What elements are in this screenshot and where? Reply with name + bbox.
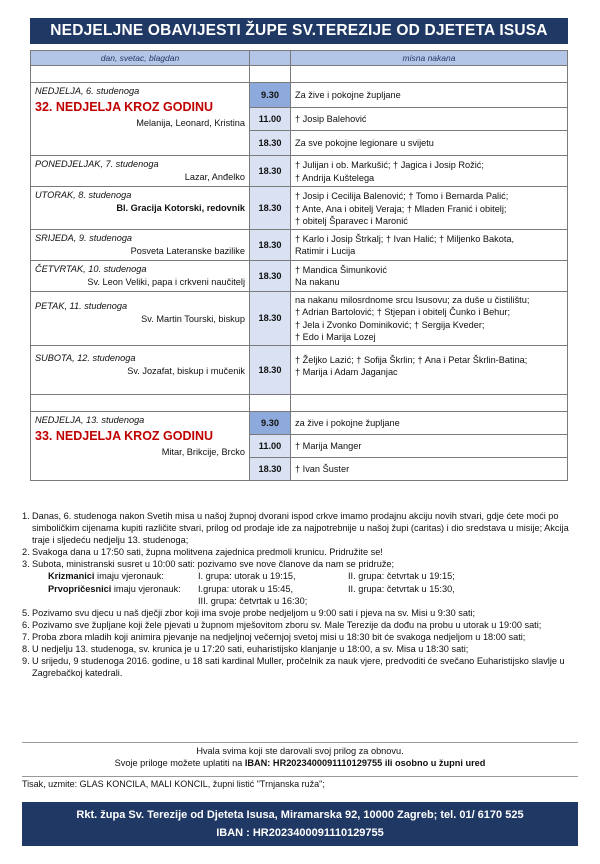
page-title: NEDJELJNE OBAVIJESTI ŽUPE SV.TEREZIJE OD DJETETA ISUSA bbox=[30, 18, 568, 44]
group-label-rest: imaju vjeronauk: bbox=[111, 583, 181, 594]
list-item: 7. Proba zbora mladih koji animira pjevanje na nedjeljnoj večernjoj svetoj misi u 18:30 bit će svakoga nedjeljom u 18:00 sati; bbox=[22, 631, 578, 643]
list-item: 6. Pozivamo sve župljane koji žele pjevati u župnom mješovitom zboru sv. Male Terezije da dođu na probu u utorak u 19:00 sati; bbox=[22, 619, 578, 631]
intention-line: † Josip i Cecilija Balenović; † Tomo i Bernarda Palić; bbox=[295, 191, 509, 201]
mass-time: 11.00 bbox=[250, 434, 291, 457]
note-text: U srijedu, 9 studenoga 2016. godine, u 18 sati kardinal Muller, pročelnik za nauk vjere, predvoditi će svečano Euharistijsko slavlje u Zagrebačkoj katedrali. bbox=[32, 656, 565, 679]
iban-value: HR2023400091110129755 ili osobno u župni ured bbox=[270, 758, 486, 768]
parish-footer bbox=[22, 802, 578, 846]
intention-line: † Željko Lazić; † Sofija Škrlin; † Ana i Petar Škrlin-Batina; bbox=[295, 354, 528, 365]
mass-time: 18.30 bbox=[250, 457, 291, 480]
mass-time: 18.30 bbox=[250, 260, 291, 291]
group-label-rest: imaju vjeronauk: bbox=[94, 571, 164, 582]
mass-time: 18.30 bbox=[250, 345, 291, 394]
day-name: PONEDJELJAK, 7. studenoga bbox=[35, 159, 159, 169]
table-row bbox=[31, 83, 568, 108]
intention-line: † obitelj Šparavec i Maronić bbox=[295, 216, 408, 226]
group-time: I.grupa: utorak u 15:45, bbox=[198, 583, 294, 594]
list-item: 1. Danas, 6. studenoga nakon Svetih misa u našoj župnoj dvorani ispod crkve imamo prodajnu akciju novih stvari, gdje ćete moći po simboličkim cijenama kupiti različite stvari, prilog od prodaje ide za najpotrebnije u našoj župi (caritas) i dio sredstava u misije; Akcija traje i sljedeću nedjelju 13. studenoga; bbox=[22, 510, 578, 546]
day-name: SRIJEDA, 9. studenoga bbox=[35, 232, 133, 243]
day-name: SUBOTA, 12. studenoga bbox=[35, 352, 136, 363]
day-name: NEDJELJA, 6. studenoga bbox=[35, 86, 140, 96]
group-label: Krizmanici bbox=[48, 571, 95, 582]
note-text: Proba zbora mladih koji animira pjevanje na nedjeljnoj večernjoj svetoj misi u 18:30 bit će svakoga nedjeljom u 18:00 sati; bbox=[32, 631, 526, 642]
group-time: I. grupa: utorak u 19:15, bbox=[198, 571, 296, 582]
mass-time: 9.30 bbox=[250, 411, 291, 434]
mass-time: 18.30 bbox=[250, 156, 291, 187]
saint-name: Mitar, Brikcije, Brcko bbox=[161, 446, 245, 457]
header-day: dan, svetac, blagdan bbox=[31, 51, 250, 66]
list-item: 2. Svakoga dana u 17:50 sati, župna molitvena zajednica predmoli krunicu. Pridružite se! bbox=[22, 546, 578, 558]
group-time: II. grupa: četvrtak u 19:15; bbox=[348, 571, 455, 582]
group-time: III. grupa: četvrtak u 16:30; bbox=[198, 595, 308, 606]
header-intention: misna nakana bbox=[291, 51, 568, 66]
intention-line: † Andrija Kuštelega bbox=[295, 172, 375, 183]
donation-section bbox=[22, 742, 578, 769]
list-item: 5. Pozivamo svu djecu u naš dječji zbor koji ima svoje probe nedjeljom u 9:00 sati i pjeva na sv. Misi u 9:30 sati; bbox=[22, 607, 578, 619]
intention-line: † Jela i Zvonko Dominiković; † Sergija Kveder; bbox=[295, 319, 485, 330]
catechism-schedule bbox=[22, 570, 578, 606]
note-text: Pozivamo svu djecu u naš dječji zbor koji ima svoje probe nedjeljom u 9:00 sati i pjeva na sv. Misi u 9:30 sati; bbox=[32, 607, 476, 618]
saint-name: Sv. Leon Veliki, papa i crkveni naučitelj bbox=[87, 276, 245, 287]
list-item: 8. U nedjelju 13. studenoga, sv. krunica je u 17:20 sati, euharistijsko klanjanje u 18:00, a sv. Misa u 18:30 sati; bbox=[22, 643, 578, 655]
footer-iban: IBAN : HR2023400091110129755 bbox=[216, 827, 384, 839]
footer-address: Rkt. župa Sv. Terezije od Djeteta Isusa, Miramarska 92, 10000 Zagreb; tel. 01/ 6170 525 bbox=[76, 809, 524, 821]
saint-name: Lazar, Anđelko bbox=[184, 172, 245, 182]
table-header-row bbox=[31, 51, 568, 66]
intention-line: † Marija i Adam Jaganjac bbox=[295, 367, 398, 377]
note-text: Danas, 6. studenoga nakon Svetih misa u našoj župnoj dvorani ispod crkve imamo prodajnu akciju novih stvari, gdje ćete moći po simboličkim cijenama kupiti različite stvari, prilog od prodaje ide za najpotrebnije u našoj župi (caritas) i dio sredstava u misije; Akcija traje i sljedeću nedjelju 13. studenoga; bbox=[32, 511, 569, 546]
intention-line: † Edo i Marija Lozej bbox=[295, 332, 376, 342]
list-item: 3. Subota, ministranski susret u 10:00 sati: pozivamo sve nove članove da nam se pridruže; bbox=[22, 558, 578, 570]
sunday-title: 32. NEDJELJA KROZ GODINU bbox=[35, 100, 214, 114]
press-line: Tisak, uzmite: GLAS KONCILA, MALI KONCIL, župni listić "Trnjanska ruža"; bbox=[22, 776, 578, 789]
table-row bbox=[31, 345, 568, 394]
intention-line: † Adrian Bartolović; † Stjepan i obitelj Čunko i Behur; bbox=[295, 307, 511, 317]
saint-name: Posveta Lateranske bazilike bbox=[130, 245, 245, 256]
note-text: Subota, ministranski susret u 10:00 sati: pozivamo sve nove članove da nam se pridruže; bbox=[32, 559, 395, 570]
intention-line: Ratimir i Lucija bbox=[295, 246, 356, 256]
intention-line: na nakanu milosrdnome srcu Isusovu; za duše u čistilištu; bbox=[295, 294, 530, 305]
mass-intention: † Ivan Šuster bbox=[291, 457, 568, 480]
table-row bbox=[31, 156, 568, 187]
donation-line bbox=[22, 757, 578, 769]
mass-time: 18.30 bbox=[250, 229, 291, 260]
table-row bbox=[31, 260, 568, 291]
day-name: UTORAK, 8. studenoga bbox=[35, 190, 132, 200]
header-spacer bbox=[250, 51, 291, 66]
day-name: ČETVRTAK, 10. studenoga bbox=[35, 263, 147, 274]
table-row bbox=[31, 291, 568, 345]
intention-line: † Ante, Ana i obitelj Veraja; † Mladen Franić i obitelj; bbox=[295, 203, 507, 214]
iban-label: IBAN: bbox=[244, 758, 271, 768]
mass-time: 9.30 bbox=[250, 83, 291, 108]
group-label: Prvopričesnici bbox=[48, 583, 112, 594]
note-text: Svakoga dana u 17:50 sati, župna molitvena zajednica predmoli krunicu. Pridružite se! bbox=[32, 547, 383, 558]
donation-prefix: Svoje priloge možete uplatiti na bbox=[114, 758, 245, 768]
spacer-row bbox=[31, 394, 568, 411]
table-row bbox=[31, 411, 568, 434]
mass-intention: za žive i pokojne župljane bbox=[291, 411, 568, 434]
day-name: NEDJELJA, 13. studenoga bbox=[35, 414, 145, 425]
table-row bbox=[31, 229, 568, 260]
schedule-table bbox=[30, 50, 568, 481]
announcements bbox=[22, 510, 578, 679]
mass-time: 18.30 bbox=[250, 187, 291, 230]
note-text: Pozivamo sve župljane koji žele pjevati u župnom mješovitom zboru sv. Male Terezije da dođu na probu u utorak u 19:00 sati; bbox=[32, 619, 542, 630]
intention-line: † Julijan i ob. Markušić; † Jagica i Josip Rožić; bbox=[295, 160, 484, 170]
saint-name: Melanija, Leonard, Kristina bbox=[136, 118, 245, 128]
mass-intention: Za sve pokojne legionare u svijetu bbox=[291, 131, 568, 156]
mass-intention: † Josip Balehović bbox=[291, 108, 568, 131]
day-name: PETAK, 11. studenoga bbox=[35, 300, 128, 311]
group-time: II. grupa: četvrtak u 15:30, bbox=[348, 583, 455, 594]
spacer-row bbox=[31, 66, 568, 83]
intention-line: † Mandica Šimunković bbox=[295, 264, 387, 275]
saint-name: Sv. Jozafat, biskup i mučenik bbox=[127, 365, 245, 376]
saint-name: Sv. Martin Tourski, biskup bbox=[141, 313, 245, 324]
mass-time: 18.30 bbox=[250, 131, 291, 156]
note-text: U nedjelju 13. studenoga, sv. krunica je u 17:20 sati, euharistijsko klanjanje u 18:00, a sv. Misa u 18:30 sati; bbox=[32, 644, 469, 655]
table-row bbox=[31, 187, 568, 230]
list-item: 9. U srijedu, 9 studenoga 2016. godine, u 18 sati kardinal Muller, pročelnik za nauk vjere, predvoditi će svečano Euharistijsko slavlje u Zagrebačkoj katedrali. bbox=[22, 655, 578, 679]
mass-intention: Za žive i pokojne župljane bbox=[291, 83, 568, 108]
saint-name: Bl. Gracija Kotorski, redovnik bbox=[116, 203, 245, 213]
mass-time: 11.00 bbox=[250, 108, 291, 131]
intention-line: Na nakanu bbox=[295, 277, 340, 287]
sunday-title: 33. NEDJELJA KROZ GODINU bbox=[35, 428, 214, 443]
intention-line: † Karlo i Josip Štrkalj; † Ivan Halić; † Miljenko Bakota, bbox=[295, 233, 515, 244]
thanks-line: Hvala svima koji ste darovali svoj prilog za obnovu. bbox=[196, 746, 404, 756]
mass-time: 18.30 bbox=[250, 291, 291, 345]
mass-intention: † Marija Manger bbox=[291, 434, 568, 457]
